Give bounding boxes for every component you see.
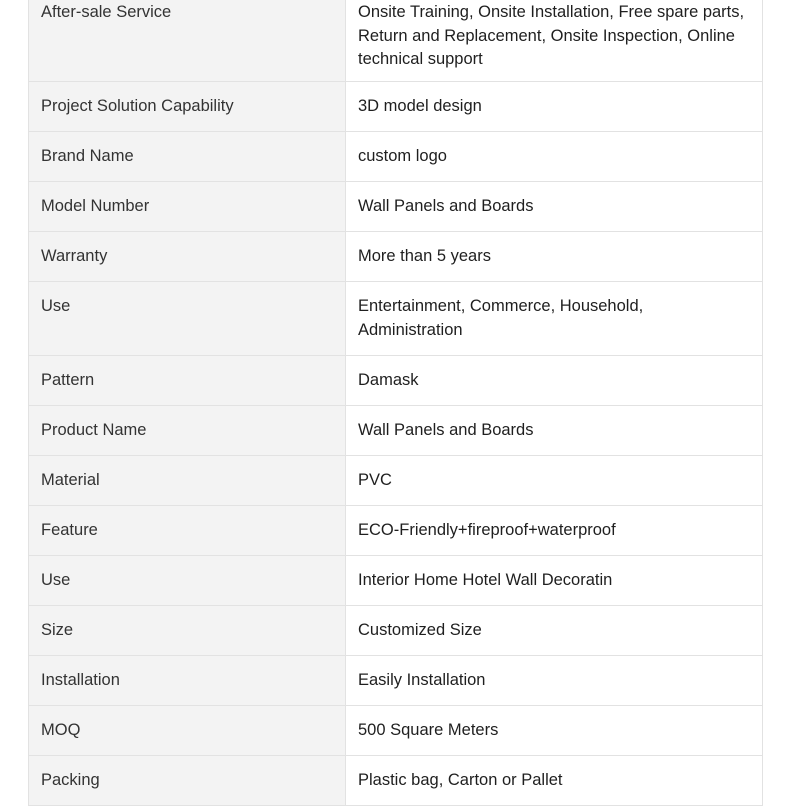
spec-row-warranty [29, 232, 763, 282]
spec-label: Feature [29, 506, 346, 556]
spec-label: Material [29, 456, 346, 506]
spec-value: Easily Installation [346, 656, 763, 706]
spec-row-use [29, 282, 763, 356]
spec-value: Onsite Training, Onsite Installation, Free spare parts, Return and Replacement, Onsite Inspection, Online technical support [346, 0, 763, 82]
spec-value: Interior Home Hotel Wall Decoratin [346, 556, 763, 606]
spec-value: Wall Panels and Boards [346, 182, 763, 232]
spec-label: Project Solution Capability [29, 82, 346, 132]
spec-row-after-sale-service [29, 0, 763, 82]
spec-row-material [29, 456, 763, 506]
spec-label: Pattern [29, 356, 346, 406]
spec-value: ECO-Friendly+fireproof+waterproof [346, 506, 763, 556]
spec-row-size [29, 606, 763, 656]
spec-label: MOQ [29, 706, 346, 756]
spec-row-project-solution [29, 82, 763, 132]
spec-row-packing [29, 756, 763, 806]
spec-label: Use [29, 282, 346, 356]
spec-row-installation [29, 656, 763, 706]
spec-value: 3D model design [346, 82, 763, 132]
spec-label: After-sale Service [29, 0, 346, 82]
spec-value: Damask [346, 356, 763, 406]
spec-label: Use [29, 556, 346, 606]
spec-row-pattern [29, 356, 763, 406]
spec-label: Model Number [29, 182, 346, 232]
spec-value: Wall Panels and Boards [346, 406, 763, 456]
spec-label: Brand Name [29, 132, 346, 182]
spec-value: Entertainment, Commerce, Household, Administration [346, 282, 763, 356]
spec-label: Size [29, 606, 346, 656]
spec-label: Installation [29, 656, 346, 706]
spec-value: Customized Size [346, 606, 763, 656]
spec-row-product-name [29, 406, 763, 456]
spec-row-model-number [29, 182, 763, 232]
spec-row-brand-name [29, 132, 763, 182]
spec-value: PVC [346, 456, 763, 506]
spec-value: Plastic bag, Carton or Pallet [346, 756, 763, 806]
spec-label: Warranty [29, 232, 346, 282]
product-spec-table [28, 0, 763, 806]
spec-value: custom logo [346, 132, 763, 182]
spec-row-feature [29, 506, 763, 556]
spec-label: Packing [29, 756, 346, 806]
spec-row-use-interior [29, 556, 763, 606]
spec-value: More than 5 years [346, 232, 763, 282]
spec-row-moq [29, 706, 763, 756]
spec-value: 500 Square Meters [346, 706, 763, 756]
spec-label: Product Name [29, 406, 346, 456]
